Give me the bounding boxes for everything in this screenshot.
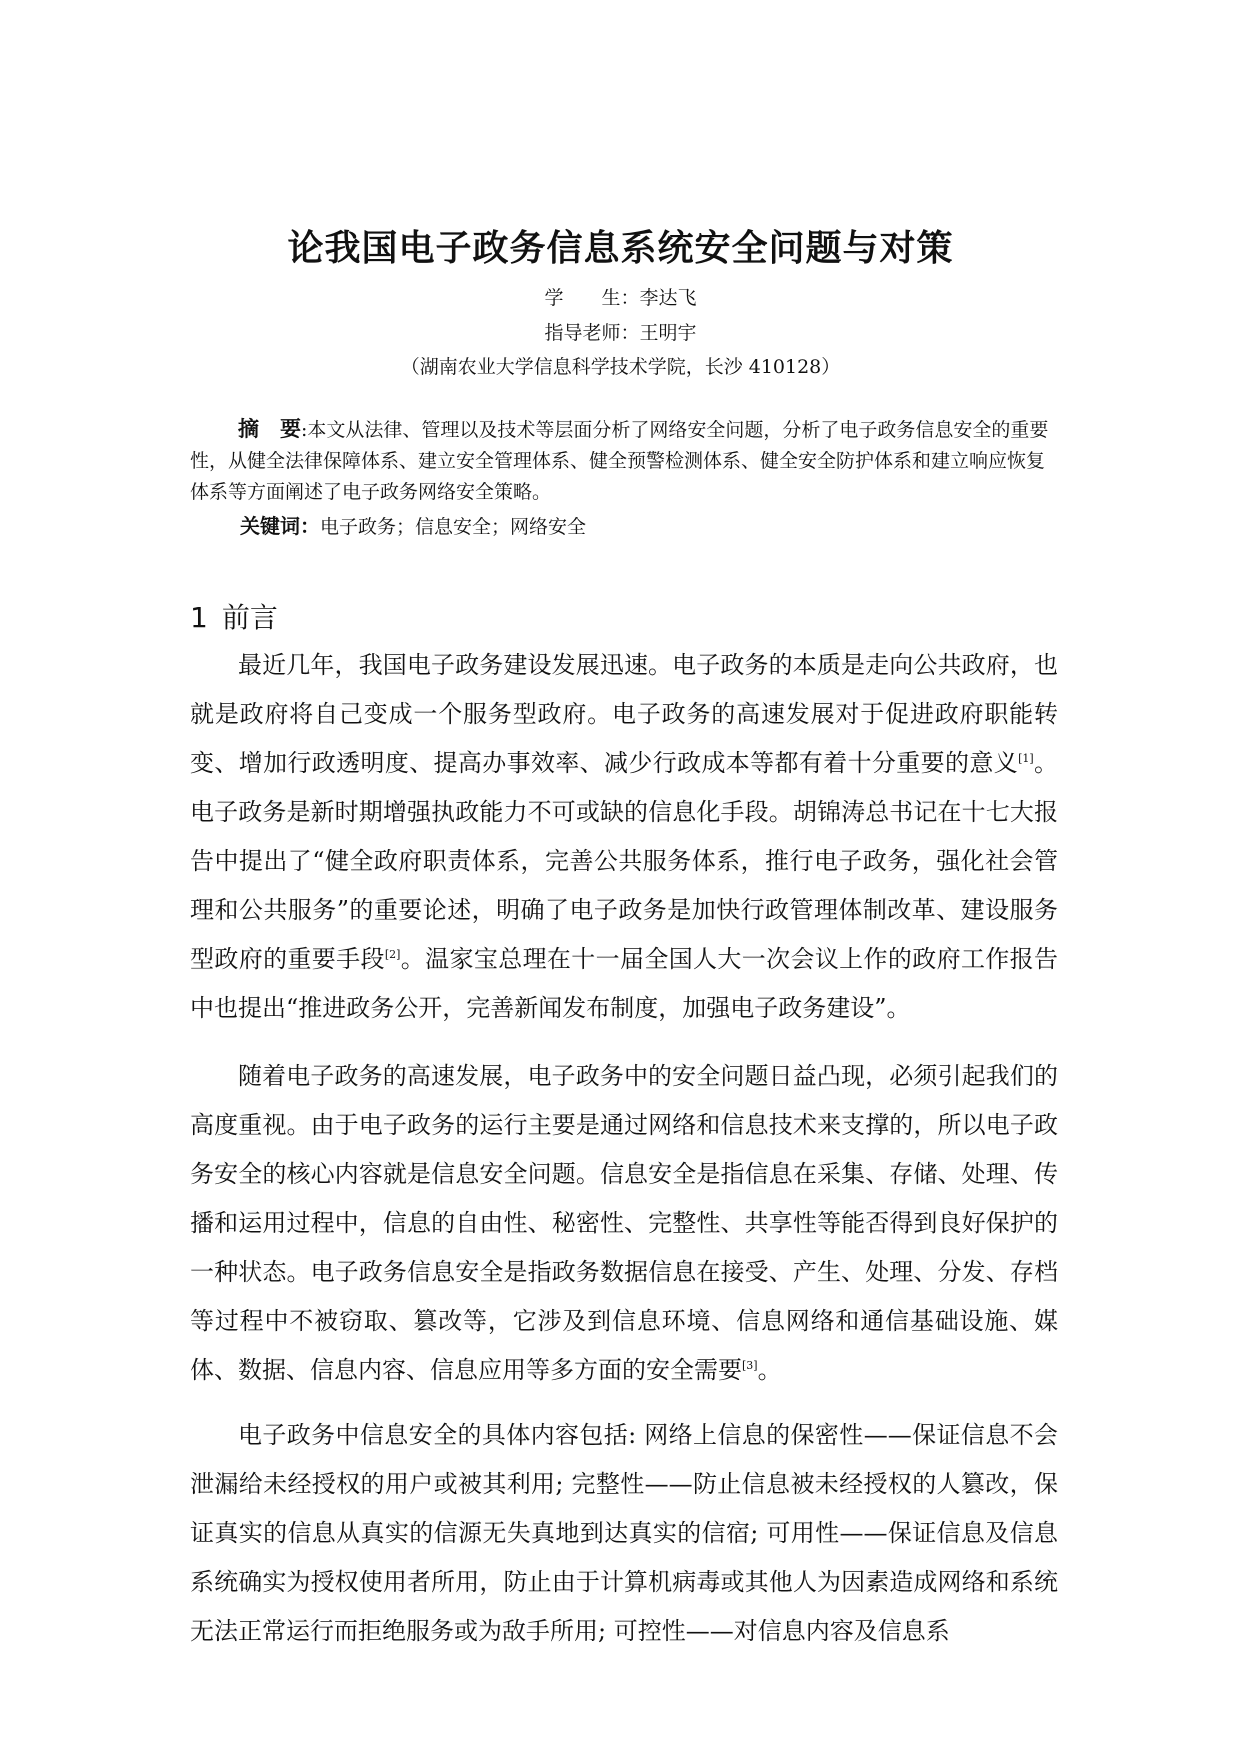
keywords-text: 电子政务；信息安全；网络安全	[320, 516, 587, 538]
keywords	[240, 510, 586, 539]
abstract	[190, 414, 1060, 508]
advisor-line: 指导老师：王明宇	[544, 322, 697, 344]
paragraph-1-text-c: 。温家宝总理在十一届全国人大一次会议上作的政府工作报告中也提出“推进政务公开，完善新闻发布制度，加强电子政务建设”。	[190, 945, 1059, 1022]
section-heading	[190, 596, 278, 636]
section-title: 前言	[221, 601, 278, 634]
student-line: 学 生：李达飞	[544, 287, 697, 309]
section-number: 1	[190, 601, 208, 634]
paragraph-2-text-b: 。	[757, 1356, 782, 1384]
paragraph-1	[190, 641, 1058, 1033]
paragraph-3: 电子政务中信息安全的具体内容包括: 网络上信息的保密性——保证信息不会泄漏给未经授权的用户或被其利用; 完整性——防止信息被未经授权的人篡改，保证真实的信息从真实的信源无失真地到达真实的信宿; 可用性——保证信息及信息系统确实为授权使用者所用，防止由于计算机病毒或其他人为因素造成网络和系统无法正常运行而拒绝服务或为敌手所用; 可控性——对信息内容及信息系	[190, 1421, 1058, 1645]
affiliation: （湖南农业大学信息科学技术学院，长沙 410128）	[400, 356, 841, 378]
paragraph-1-text-b: 。电子政务是新时期增强执政能力不可或缺的信息化手段。胡锦涛总书记在十七大报告中提出了“健全政府职责体系，完善公共服务体系，推行电子政务，强化社会管理和公共服务”的重要论述，明确了电子政务是加快行政管理体制改革、建设服务型政府的重要手段	[190, 749, 1059, 973]
citation-3: [3]	[742, 1359, 758, 1372]
abstract-label: 摘 要	[238, 417, 301, 441]
paragraph-1-text-a: 最近几年，我国电子政务建设发展迅速。电子政务的本质是走向公共政府，也就是政府将自己变成一个服务型政府。电子政务的高速发展对于促进政府职能转变、增加行政透明度、提高办事效率、减少行政成本等都有着十分重要的意义	[190, 651, 1058, 777]
citation-1: [1]	[1018, 752, 1034, 765]
paragraph-2	[190, 1052, 1058, 1395]
abstract-text: :本文从法律、管理以及技术等层面分析了网络安全问题，分析了电子政务信息安全的重要性，从健全法律保障体系、建立安全管理体系、健全预警检测体系、健全安全防护体系和建立响应恢复体系等方面阐述了电子政务网络安全策略。	[190, 419, 1049, 503]
keywords-label: 关键词：	[240, 514, 320, 538]
paragraph-2-text-a: 随着电子政务的高速发展，电子政务中的安全问题日益凸现，必须引起我们的高度重视。由于电子政务的运行主要是通过网络和信息技术来支撑的，所以电子政务安全的核心内容就是信息安全问题。信息安全是指信息在采集、存储、处理、传播和运用过程中，信息的自由性、秘密性、完整性、共享性等能否得到良好保护的一种状态。电子政务信息安全是指政务数据信息在接受、产生、处理、分发、存档等过程中不被窃取、篡改等，它涉及到信息环境、信息网络和通信基础设施、媒体、数据、信息内容、信息应用等多方面的安全需要	[190, 1062, 1058, 1384]
citation-2: [2]	[384, 948, 401, 961]
paper-title: 论我国电子政务信息系统安全问题与对策	[287, 228, 954, 269]
